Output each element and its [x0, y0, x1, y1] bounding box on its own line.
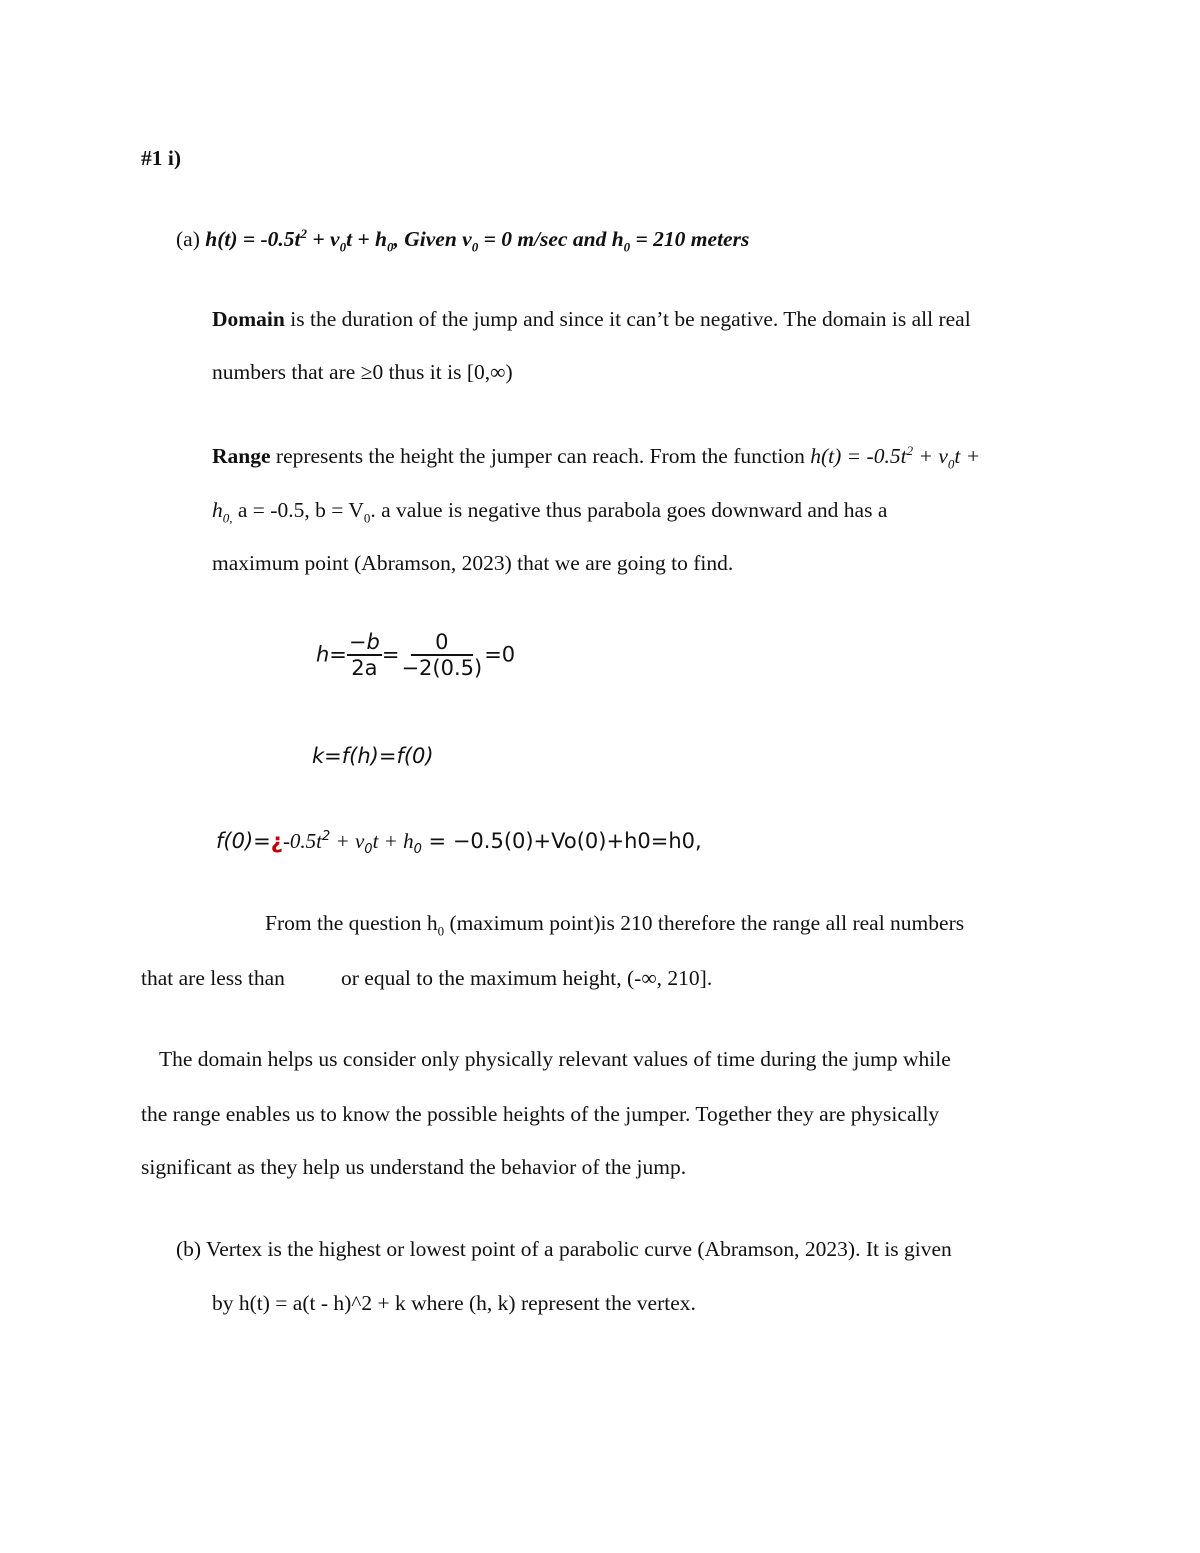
range-function: $h(t) = -0.5t^2 + v_0t$ +: [810, 443, 981, 472]
conclusion-line-2b: or equal to the maximum height, (-∞, 210].: [341, 966, 713, 990]
stray-character: ¿: [270, 829, 283, 853]
conclusion-line-2a: that are less than: [141, 966, 285, 990]
k-formula: k=f(h)=f(0): [312, 744, 434, 768]
part-a-function: $h(t) = -0.5t^2 + v_0t + h_0$, Given $v_0 = 0$ m/sec and $h_0 = 210$ meters: [205, 226, 750, 255]
part-b-line-1: (b) Vertex is the highest or lowest point of a parabolic curve (Abramson, 2023). It is given: [176, 1237, 952, 1261]
section-heading: #1 i): [141, 146, 182, 170]
part-b-line-2: by h(t) = a(t - h)^2 + k where (h, k) represent the vertex.: [212, 1291, 696, 1315]
part-a-label: (a): [176, 227, 200, 252]
f0-formula: $f(0)=¿-0.5t^2 + v_0t + h_0 = -0.5(0)+Vo(0)+h0=h0$,: [216, 829, 702, 858]
conclusion-line-1: From the question $h_0$ (maximum point)is 210 therefore the range all real numbers: [265, 911, 965, 939]
domain-term: Domain: [212, 307, 285, 331]
vertex-h-formula: h= $\frac{-b}{2a}$ = $\frac{0}{-2(0.5)}$ =0: [316, 630, 516, 680]
fraction-b-over-2a: $\frac{-b}{2a}$: [348, 630, 380, 680]
domain-line-2: numbers that are ≥0 thus it is [0,∞): [212, 360, 513, 384]
range-line-1: Range represents the height the jumper can reach. From the function $h(t) = -0.5t^2 + v_0t$ +: [212, 443, 981, 472]
paragraph-line-2: the range enables us to know the possible heights of the jumper. Together they are physically: [141, 1102, 940, 1126]
range-line-3: maximum point (Abramson, 2023) that we are going to find.: [212, 551, 734, 575]
range-term: Range: [212, 444, 271, 469]
paragraph-line-3: significant as they help us understand the behavior of the jump.: [141, 1155, 687, 1179]
part-a-equation: [176, 227, 749, 253]
paragraph-line-1: The domain helps us consider only physically relevant values of time during the jump while: [159, 1047, 951, 1071]
fraction-zero-over-neg2: $\frac{0}{-2(0.5)}$: [401, 630, 483, 680]
range-line-2: $h_{0,}$ a = -0.5, $b = V_0$. a value is negative thus parabola goes downward and has a: [212, 498, 888, 526]
domain-line-1: Domain is the duration of the jump and since it can’t be negative. The domain is all real: [212, 307, 971, 331]
